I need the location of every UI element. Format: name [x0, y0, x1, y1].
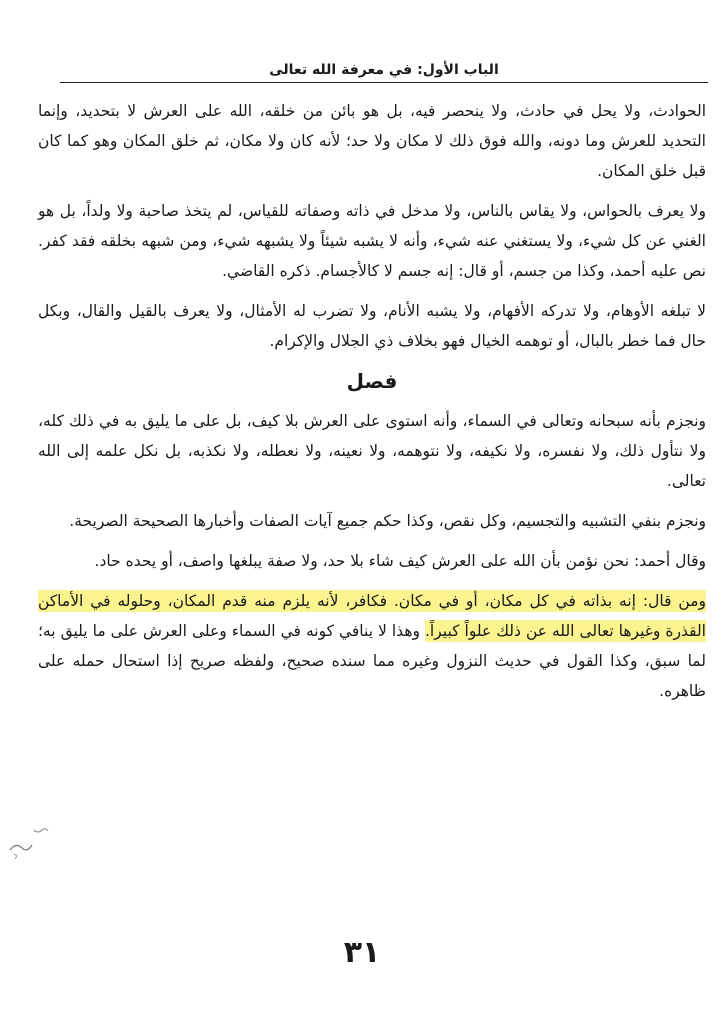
- paragraph-continuation: وهذا لا ينافي كونه في السماء وعلى العرش على ما يليق به؛ لما سبق، وكذا القول في حديث النزول وغيره مما سنده صحيح، ولفظه صريح إذا استحال حمله على ظاهره.: [38, 622, 706, 700]
- running-header: الباب الأول: في معرفة الله تعالى: [60, 62, 708, 83]
- paragraph: ونجزم بنفي التشبيه والتجسيم، وكل نقص، وكذا حكم جميع آيات الصفات وأخبارها الصحيحة الصريحة.: [69, 512, 706, 530]
- page-body: [38, 96, 706, 716]
- paragraph: وقال أحمد: نحن نؤمن بأن الله على العرش كيف شاء بلا حد، ولا صفة يبلغها واصف، أو يحده حاد.: [94, 552, 706, 570]
- paragraph: ولا يعرف بالحواس، ولا يقاس بالناس، ولا مدخل في ذاته وصفاته للقياس، لم يتخذ صاحبة ولا ولداً، بل هو الغني عن كل شيء، ولا يستغني عنه شيء، وأنه لا يشبه شيئاً ولا يشبهه شيء، ومن شبهه بخلقه فقد كفر. نص عليه أحمد، وكذا من جسم، أو قال: إنه جسم لا كالأجسام. ذكره القاضي.: [38, 202, 706, 280]
- page-number: ٣١: [343, 935, 381, 970]
- paragraph: ونجزم بأنه سبحانه وتعالى في السماء، وأنه استوى على العرش بلا كيف، بل على ما يليق به في ذلك كله، ولا نتأول ذلك، ولا نفسره، ولا نكيفه، ولا نتوهمه، ولا نعينه، ولا نعطله، ولا نكذبه، بل نكل علمه إلى الله تعالى.: [38, 412, 706, 490]
- highlighted-text: ومن قال: إنه بذاته في كل مكان، أو في مكان. فكافر، لأنه يلزم منه قدم المكان، وحلوله في الأماكن القذرة وغيرها تعالى الله عن ذلك علواً كبيراً.: [38, 592, 706, 640]
- paragraph: لا تبلغه الأوهام، ولا تدركه الأفهام، ولا يشبه الأنام، ولا تضرب له الأمثال، ولا يعرف بالقيل والقال، وبكل حال فما خطر بالبال، أو توهمه الخيال فهو بخلاف ذي الجلال والإكرام.: [38, 302, 706, 350]
- highlighted-paragraph: [38, 586, 706, 706]
- paragraph: الحوادث، ولا يحل في حادث، ولا ينحصر فيه، بل هو بائن من خلقه، الله على العرش لا بتحديد، وإنما التحديد للعرش وما دونه، والله فوق ذلك لا مكان ولا حد؛ لأنه كان ولا مكان، ثم خلق المكان وهو كما كان قبل خلق المكان.: [38, 102, 706, 180]
- handwritten-margin-mark: [4, 820, 56, 864]
- section-heading: فصل: [346, 369, 398, 393]
